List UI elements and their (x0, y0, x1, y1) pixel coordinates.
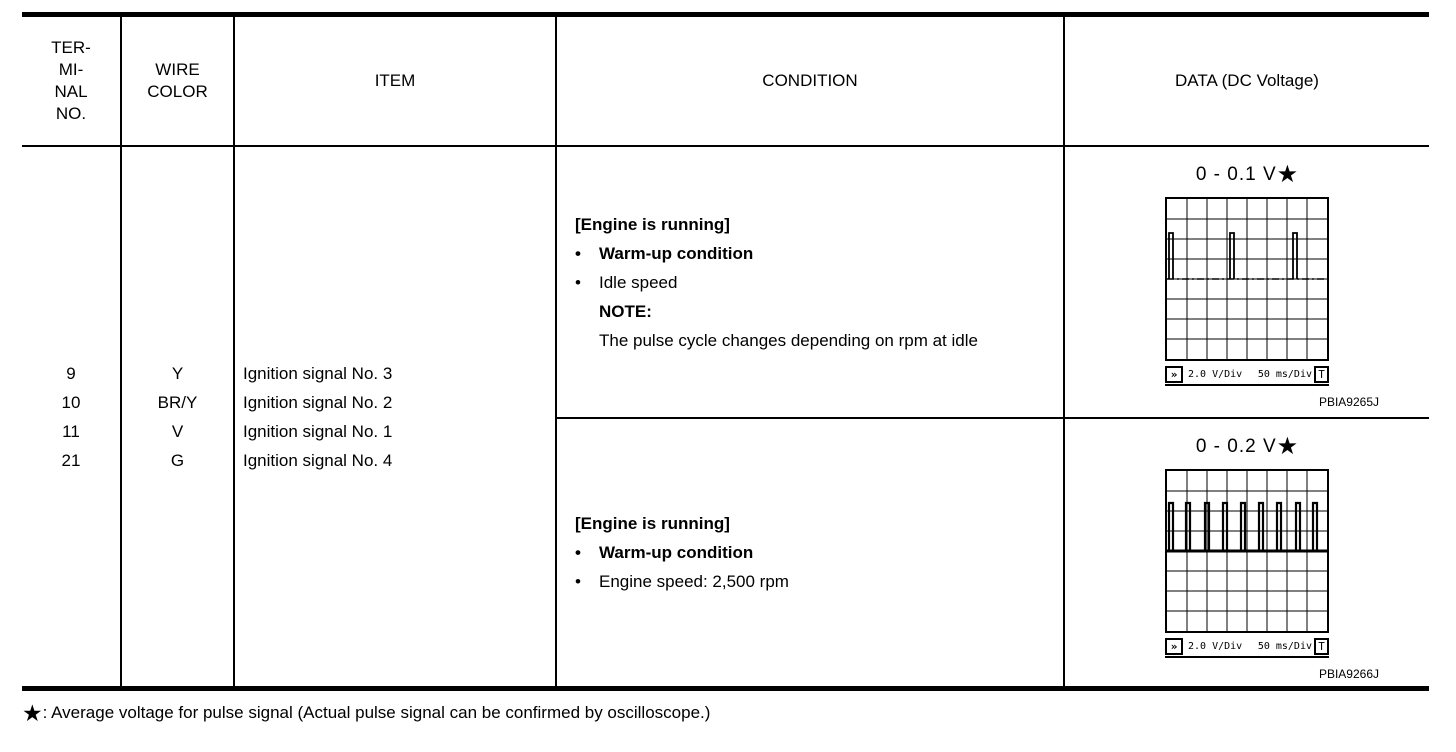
bullet-marker: • (575, 243, 581, 263)
time-per-div: 50 ms/Div (1257, 641, 1312, 652)
item-label: Ignition signal No. 1 (243, 421, 393, 441)
oscilloscope-waveform-2500rpm (1165, 469, 1329, 638)
header-terminal-no (22, 17, 120, 147)
header-line: NO. (55, 104, 87, 123)
figure-id: PBIA9266J (1318, 667, 1379, 681)
header-data-dc-voltage: DATA (DC Voltage) (1063, 17, 1429, 147)
wire-color: Y (171, 363, 184, 383)
star-icon: ★ (1276, 433, 1299, 460)
terminal-no: 10 (61, 392, 81, 412)
bullet-marker: • (575, 272, 581, 292)
note-label: NOTE: (599, 301, 652, 321)
condition-note (599, 297, 1057, 355)
data-2500rpm-cell (1063, 419, 1429, 686)
time-per-div: 50 ms/Div (1257, 369, 1312, 380)
scope-arrows-icon: » (1165, 366, 1183, 383)
condition-title: [Engine is running] (575, 514, 730, 533)
wire-color: V (171, 421, 184, 441)
footnote-text: : Average voltage for pulse signal (Actual pulse signal can be confirmed by oscilloscope.) (42, 703, 711, 722)
bullet-marker: • (575, 543, 581, 562)
header-wire-color (120, 17, 233, 147)
header-line: COLOR (147, 82, 208, 101)
header-line: MI- (58, 60, 84, 79)
item-cell (233, 147, 555, 686)
condition-bullet (575, 538, 1057, 567)
bullet-text: Warm-up condition (599, 543, 754, 562)
note-text: The pulse cycle changes depending on rpm at idle (599, 330, 978, 350)
trigger-indicator: T (1314, 638, 1329, 655)
scope-arrows-icon: » (1165, 638, 1183, 655)
item-label: Ignition signal No. 2 (243, 392, 393, 412)
terminal-no: 21 (61, 450, 81, 470)
header-line: TER- (51, 38, 91, 57)
bullet-text: Idle speed (599, 272, 678, 292)
bullet-text: Warm-up condition (599, 243, 754, 263)
condition-idle-cell (555, 147, 1063, 419)
voltage-value: 0 - 0.2 V★ (1195, 433, 1299, 460)
header-line: WIRE (155, 60, 200, 79)
voltage-value: 0 - 0.1 V★ (1195, 161, 1299, 188)
data-idle-cell (1063, 147, 1429, 419)
wire-color-cell (120, 147, 233, 686)
item-label: Ignition signal No. 3 (243, 363, 393, 383)
volts-per-div: 2.0 V/Div (1188, 641, 1243, 652)
terminal-no: 11 (62, 421, 80, 441)
bullet-marker: • (575, 572, 581, 591)
terminal-no: 9 (66, 363, 76, 383)
wire-color: G (170, 450, 185, 470)
footnote (22, 700, 1456, 727)
terminal-no-cell (22, 147, 120, 686)
oscilloscope-status-bar (1165, 638, 1329, 658)
oscilloscope-status-bar (1165, 366, 1329, 386)
bullet-text: Engine speed: 2,500 rpm (599, 572, 789, 591)
header-line: NAL (54, 82, 88, 101)
terminal-voltage-table (22, 12, 1429, 691)
condition-2500rpm-cell (555, 419, 1063, 686)
star-icon: ★ (22, 700, 43, 726)
trigger-indicator: T (1314, 366, 1329, 383)
wire-color: BR/Y (157, 392, 198, 412)
star-icon: ★ (1276, 161, 1299, 188)
condition-bullet (575, 239, 1057, 268)
condition-bullet (575, 268, 1057, 297)
figure-id: PBIA9265J (1318, 395, 1379, 409)
volts-per-div: 2.0 V/Div (1188, 369, 1243, 380)
oscilloscope-waveform-idle (1165, 197, 1329, 366)
condition-bullet (575, 567, 1057, 596)
condition-title: [Engine is running] (575, 214, 730, 234)
item-label: Ignition signal No. 4 (243, 450, 393, 470)
header-condition: CONDITION (555, 17, 1063, 147)
header-item: ITEM (233, 17, 555, 147)
